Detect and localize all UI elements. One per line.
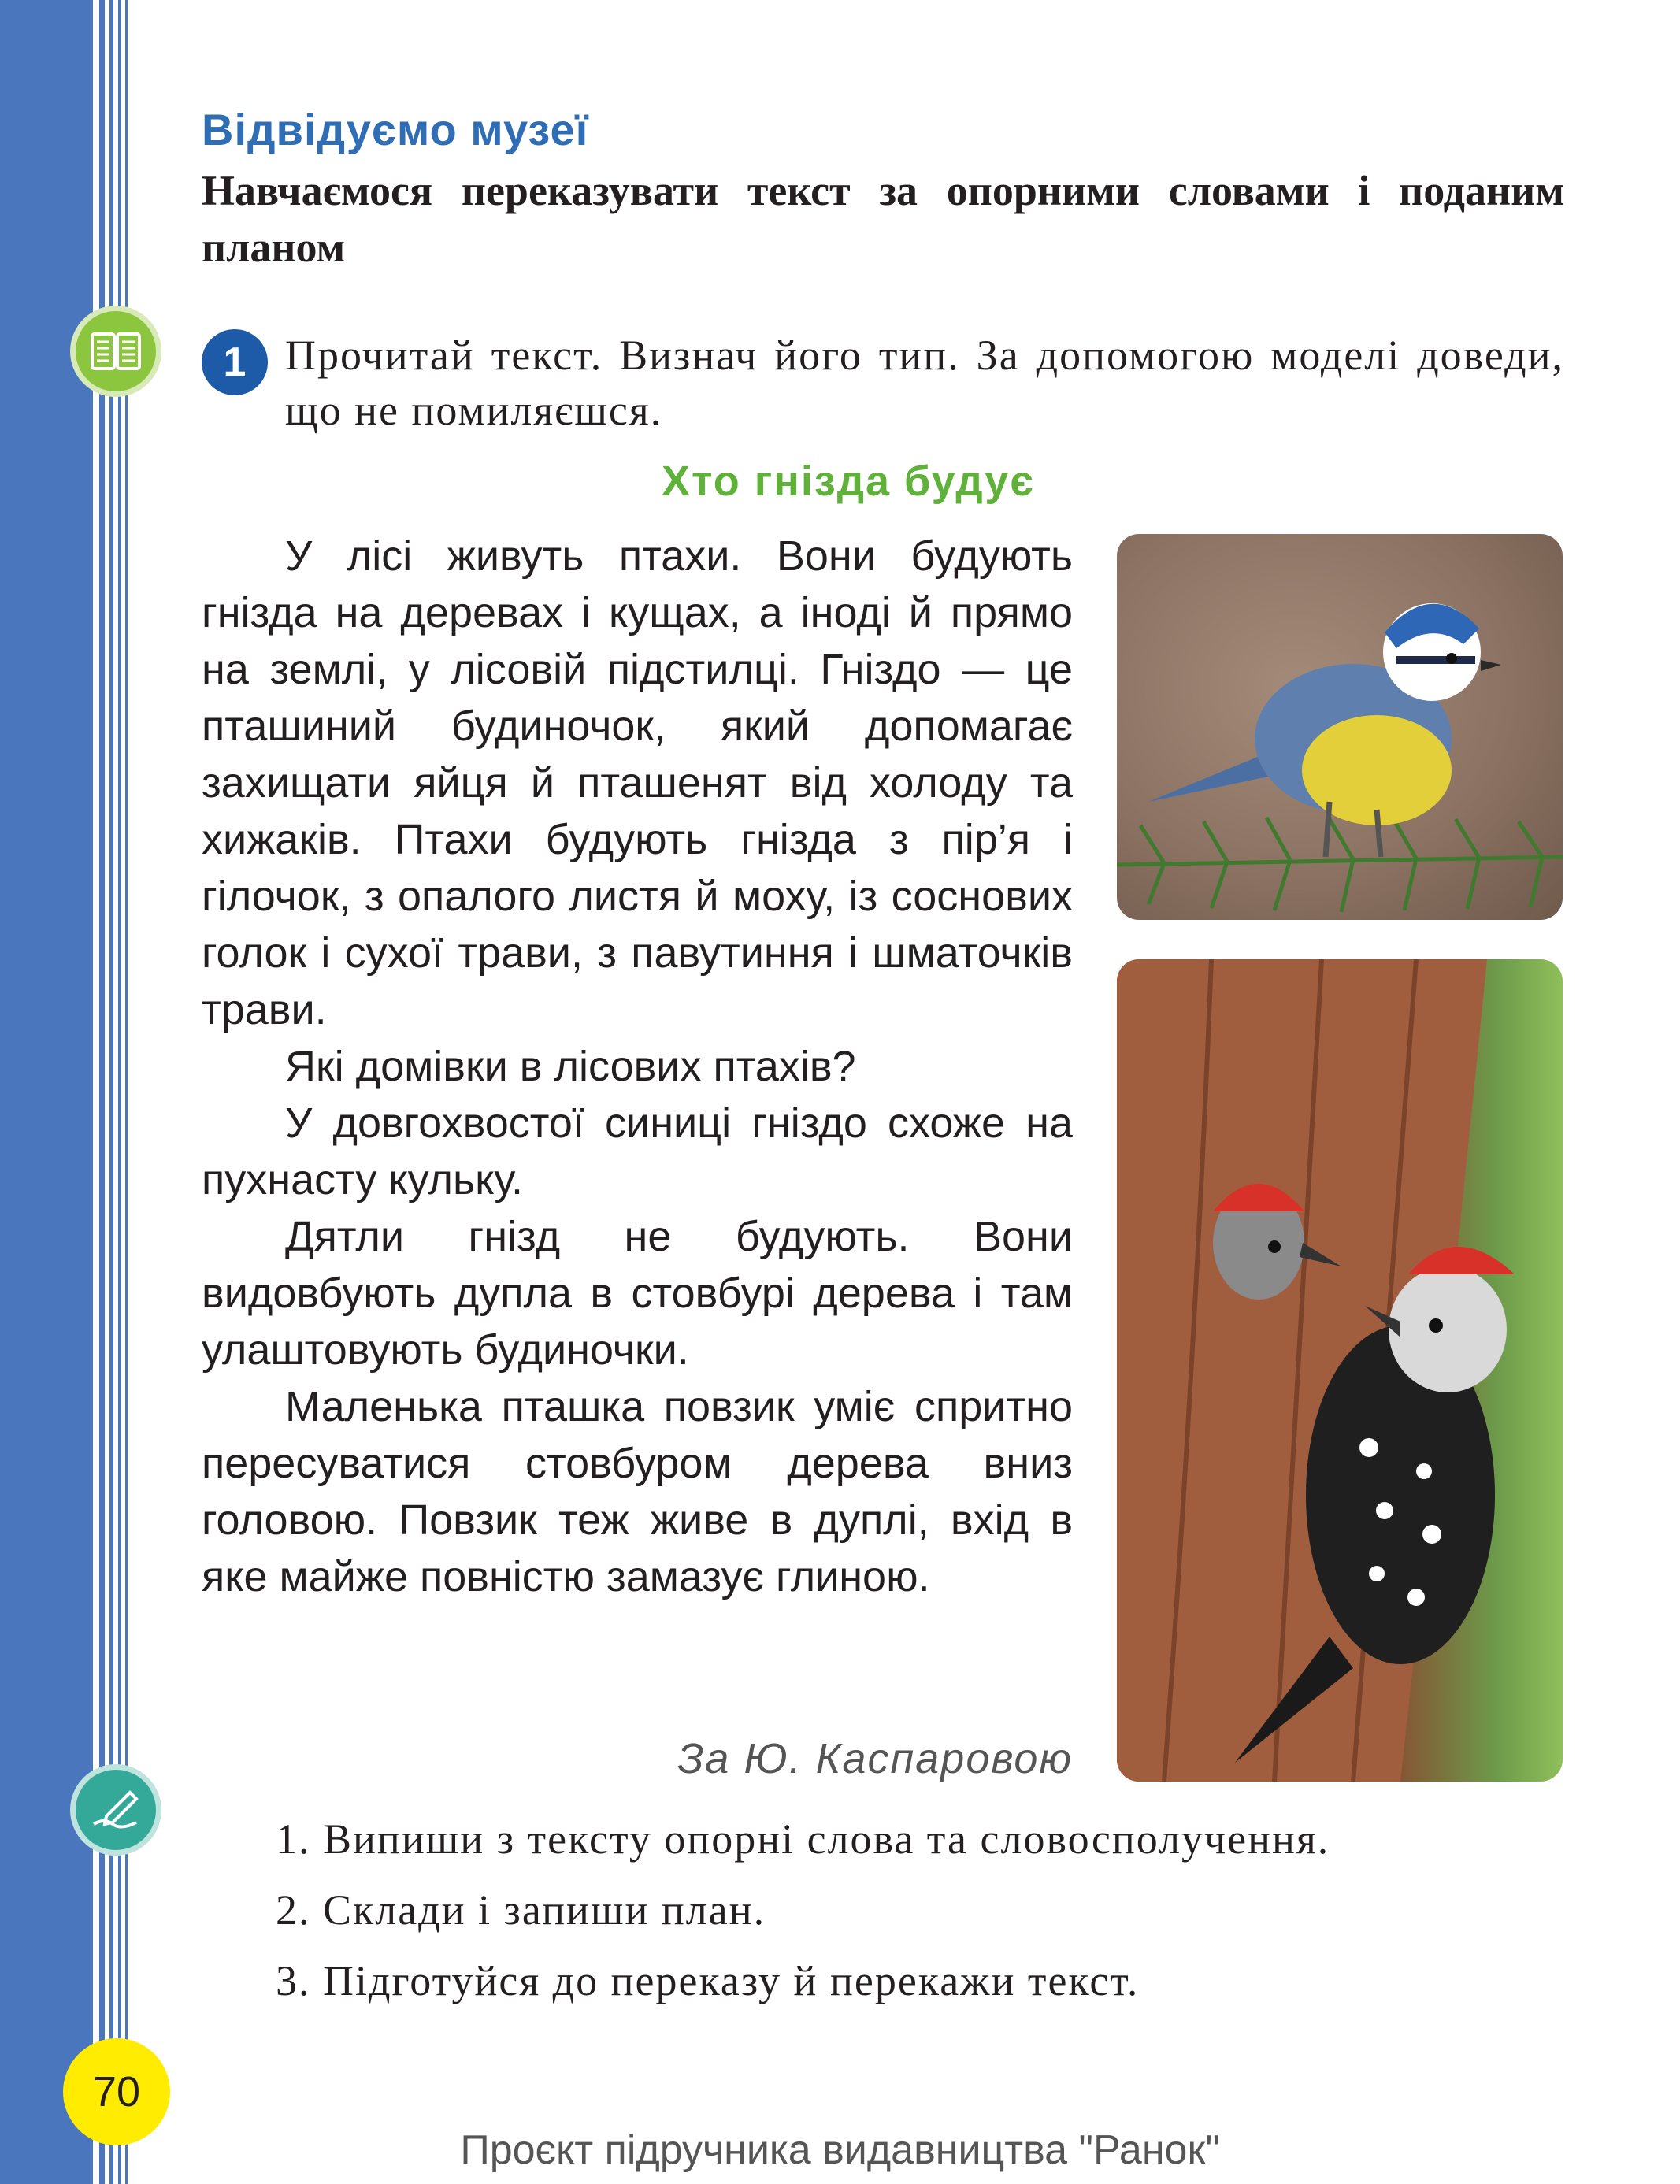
question-item: 3. Підготуйся до переказу й перекажи текст. — [276, 1957, 1140, 2004]
section-title: Відвідуємо музеї — [202, 105, 589, 154]
open-book-icon — [91, 331, 141, 372]
story-paragraph: У лісі живуть птахи. Вони будують гнізда на деревах і кущах, а іноді й прямо на землі, у лісовій підстилці. Гніздо — це пташиний будиночок, який допомагає захищати яйця й пташенят від холоду та хижаків. Птахи будують гнізда з пір’я і гілочок, з опалого листя й моху, із соснових голок і сухої трави, з павутиння і шматочків трави. — [202, 532, 1073, 1033]
story-paragraph: Маленька пташка повзик уміє спритно пересуватися стовбуром дерева вниз головою. Повзик теж живе в дуплі, вхід в яке майже повністю замазує глиною. — [202, 1383, 1073, 1600]
reading-badge — [70, 306, 161, 397]
question-item: 1. Випиши з тексту опорні слова та словосполучення. — [276, 1815, 1330, 1863]
task-number-badge: 1 — [202, 329, 268, 395]
woodpeckers-photo — [1117, 959, 1563, 1782]
question-item: 2. Склади і запиши план. — [276, 1886, 766, 1934]
task-instruction: Прочитай текст. Визнач його тип. За допомогою моделі доведи, що не помиляєшся. — [285, 332, 1564, 434]
story-text — [202, 528, 1073, 1605]
publisher-footer: Проєкт підручника видавництва "Ранок" — [460, 2127, 1220, 2173]
writing-badge — [70, 1764, 161, 1856]
lesson-title: Навчаємося переказувати текст за опорними словами і поданим планом — [202, 167, 1564, 271]
page-number: 70 — [63, 2038, 170, 2145]
pen-writing-icon — [89, 1786, 143, 1834]
story-paragraph: Які домівки в лісових птахів? — [285, 1043, 856, 1090]
story-title: Хто гнізда будує — [662, 458, 1036, 505]
blue-tit-photo — [1117, 534, 1563, 920]
story-paragraph: У довгохвостої синиці гніздо схоже на пухнасту кульку. — [202, 1099, 1073, 1203]
story-author: За Ю. Каспаровою — [677, 1735, 1073, 1782]
story-paragraph: Дятли гнізд не будують. Вони видовбують дупла в стовбурі дерева і там улаштовують будиночки. — [202, 1213, 1073, 1374]
question-list — [276, 1804, 1567, 2016]
